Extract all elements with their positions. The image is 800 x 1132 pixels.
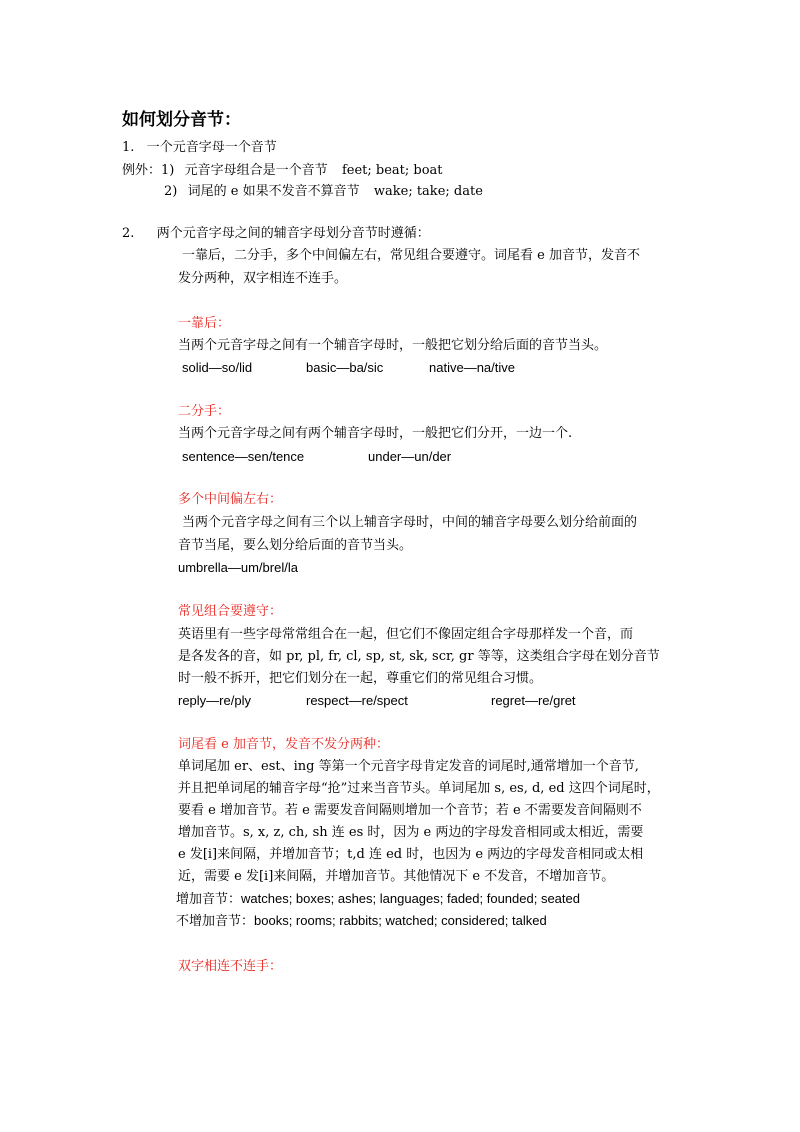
section2-heading: 两个元音字母之间的辅音字母划分音节时遵循： bbox=[156, 226, 430, 241]
rule4-example-2: respect—re/spect bbox=[306, 693, 408, 708]
rule2-example-2: under—un/der bbox=[368, 449, 452, 464]
rule1-desc: 当两个元音字母之间有一个辅音字母时，一般把它划分给后面的音节当头。 bbox=[178, 338, 608, 353]
section1-heading: 一个元音字母一个音节 bbox=[146, 140, 277, 155]
rule3-example: umbrella—um/brel/la bbox=[178, 560, 298, 575]
rule3-desc-1: 当两个元音字母之间有三个以上辅音字母时，中间的辅音字母要么划分给前面的 bbox=[182, 515, 638, 530]
exception-1 bbox=[122, 162, 443, 180]
rule5-noadd-label: 不增加音节： bbox=[176, 914, 255, 929]
rule1-example-2: basic—ba/sic bbox=[306, 360, 384, 375]
exception-1-examples: feet; beat; boat bbox=[341, 163, 443, 178]
rule3-desc-2: 音节当尾，要么划分给后面的音节当头。 bbox=[178, 538, 413, 553]
rule1-example-3: native—na/tive bbox=[429, 360, 515, 375]
rule2-desc: 当两个元音字母之间有两个辅音字母时，一般把它们分开，一边一个. bbox=[178, 426, 573, 441]
summary-line-2: 发分两种，双字相连不连手。 bbox=[178, 271, 348, 286]
exception-1-number: 1) bbox=[161, 163, 175, 178]
rule5-add-line bbox=[176, 890, 580, 909]
exception-2 bbox=[164, 183, 483, 201]
summary-line-1: 一靠后，二分手，多个中间偏左右，常见组合要遵守。词尾看 e 加音节，发音不 bbox=[182, 248, 640, 263]
rule4-title: 常见组合要遵守： bbox=[178, 604, 283, 619]
rule5-noadd-line bbox=[176, 912, 547, 931]
rule5-desc-1: 单词尾加 er、est、ing 等第一个元音字母肯定发音的词尾时,通常增加一个音节, bbox=[178, 759, 639, 774]
rule1-title: 一靠后： bbox=[178, 316, 231, 331]
exception-2-number: 2) bbox=[164, 184, 178, 199]
rule2-title: 二分手： bbox=[178, 404, 231, 419]
rule4-desc-2: 是各发各的音，如 pr, pl, fr, cl, sp, st, sk, scr, gr 等等，这类组合字母在划分音节 bbox=[178, 649, 660, 664]
rule4-desc-1: 英语里有一些字母常常组合在一起，但它们不像固定组合字母那样发一个音，而 bbox=[178, 627, 634, 642]
rule1-example-1: solid—so/lid bbox=[182, 360, 253, 375]
rule6-title: 双字相连不连手： bbox=[178, 959, 283, 974]
rule5-title: 词尾看 e 加音节，发音不发分两种： bbox=[178, 737, 389, 752]
section1-number: 1. bbox=[122, 140, 135, 155]
rule5-noadd-examples: books; rooms; rabbits; watched; considered; talked bbox=[254, 913, 547, 928]
rule4-example-1: reply—re/ply bbox=[178, 693, 251, 708]
rule5-desc-2: 并且把单词尾的辅音字母“抢”过来当音节头。单词尾加 s, es, d, ed 这四个词尾时， bbox=[178, 781, 660, 796]
rule5-add-examples: watches; boxes; ashes; languages; faded; founded; seated bbox=[241, 891, 580, 906]
exception-1-text: 元音字母组合是一个音节 bbox=[184, 163, 328, 178]
exceptions-label: 例外： bbox=[122, 163, 162, 178]
rule4-example-3: regret—re/gret bbox=[491, 693, 576, 708]
rule2-example-1: sentence—sen/tence bbox=[182, 449, 305, 464]
section2-number: 2. bbox=[122, 226, 135, 241]
section1-line bbox=[122, 139, 277, 157]
rule5-desc-6: 近，需要 e 发[i]来间隔，并增加音节。其他情况下 e 不发音，不增加音节。 bbox=[178, 869, 615, 884]
rule5-desc-3: 要看 e 增加音节。若 e 需要发音间隔则增加一个音节；若 e 不需要发音间隔则不 bbox=[178, 803, 642, 818]
rule5-desc-4: 增加音节。s, x, z, ch, sh 连 es 时，因为 e 两边的字母发音相同或太相近，需要 bbox=[178, 825, 644, 840]
page-title: 如何划分音节： bbox=[122, 110, 241, 130]
section2-line bbox=[122, 225, 430, 243]
rule5-desc-5: e 发[i]来间隔，并增加音节；t,d 连 ed 时，也因为 e 两边的字母发音相同或太相 bbox=[178, 847, 644, 862]
rule3-title: 多个中间偏左右： bbox=[178, 492, 283, 507]
rule4-desc-3: 时一般不拆开，把它们划分在一起，尊重它们的常见组合习惯。 bbox=[178, 671, 543, 686]
exception-2-examples: wake; take; date bbox=[373, 184, 483, 199]
rule5-add-label: 增加音节： bbox=[176, 892, 242, 907]
exception-2-text: 词尾的 e 如果不发音不算音节 bbox=[187, 184, 360, 199]
